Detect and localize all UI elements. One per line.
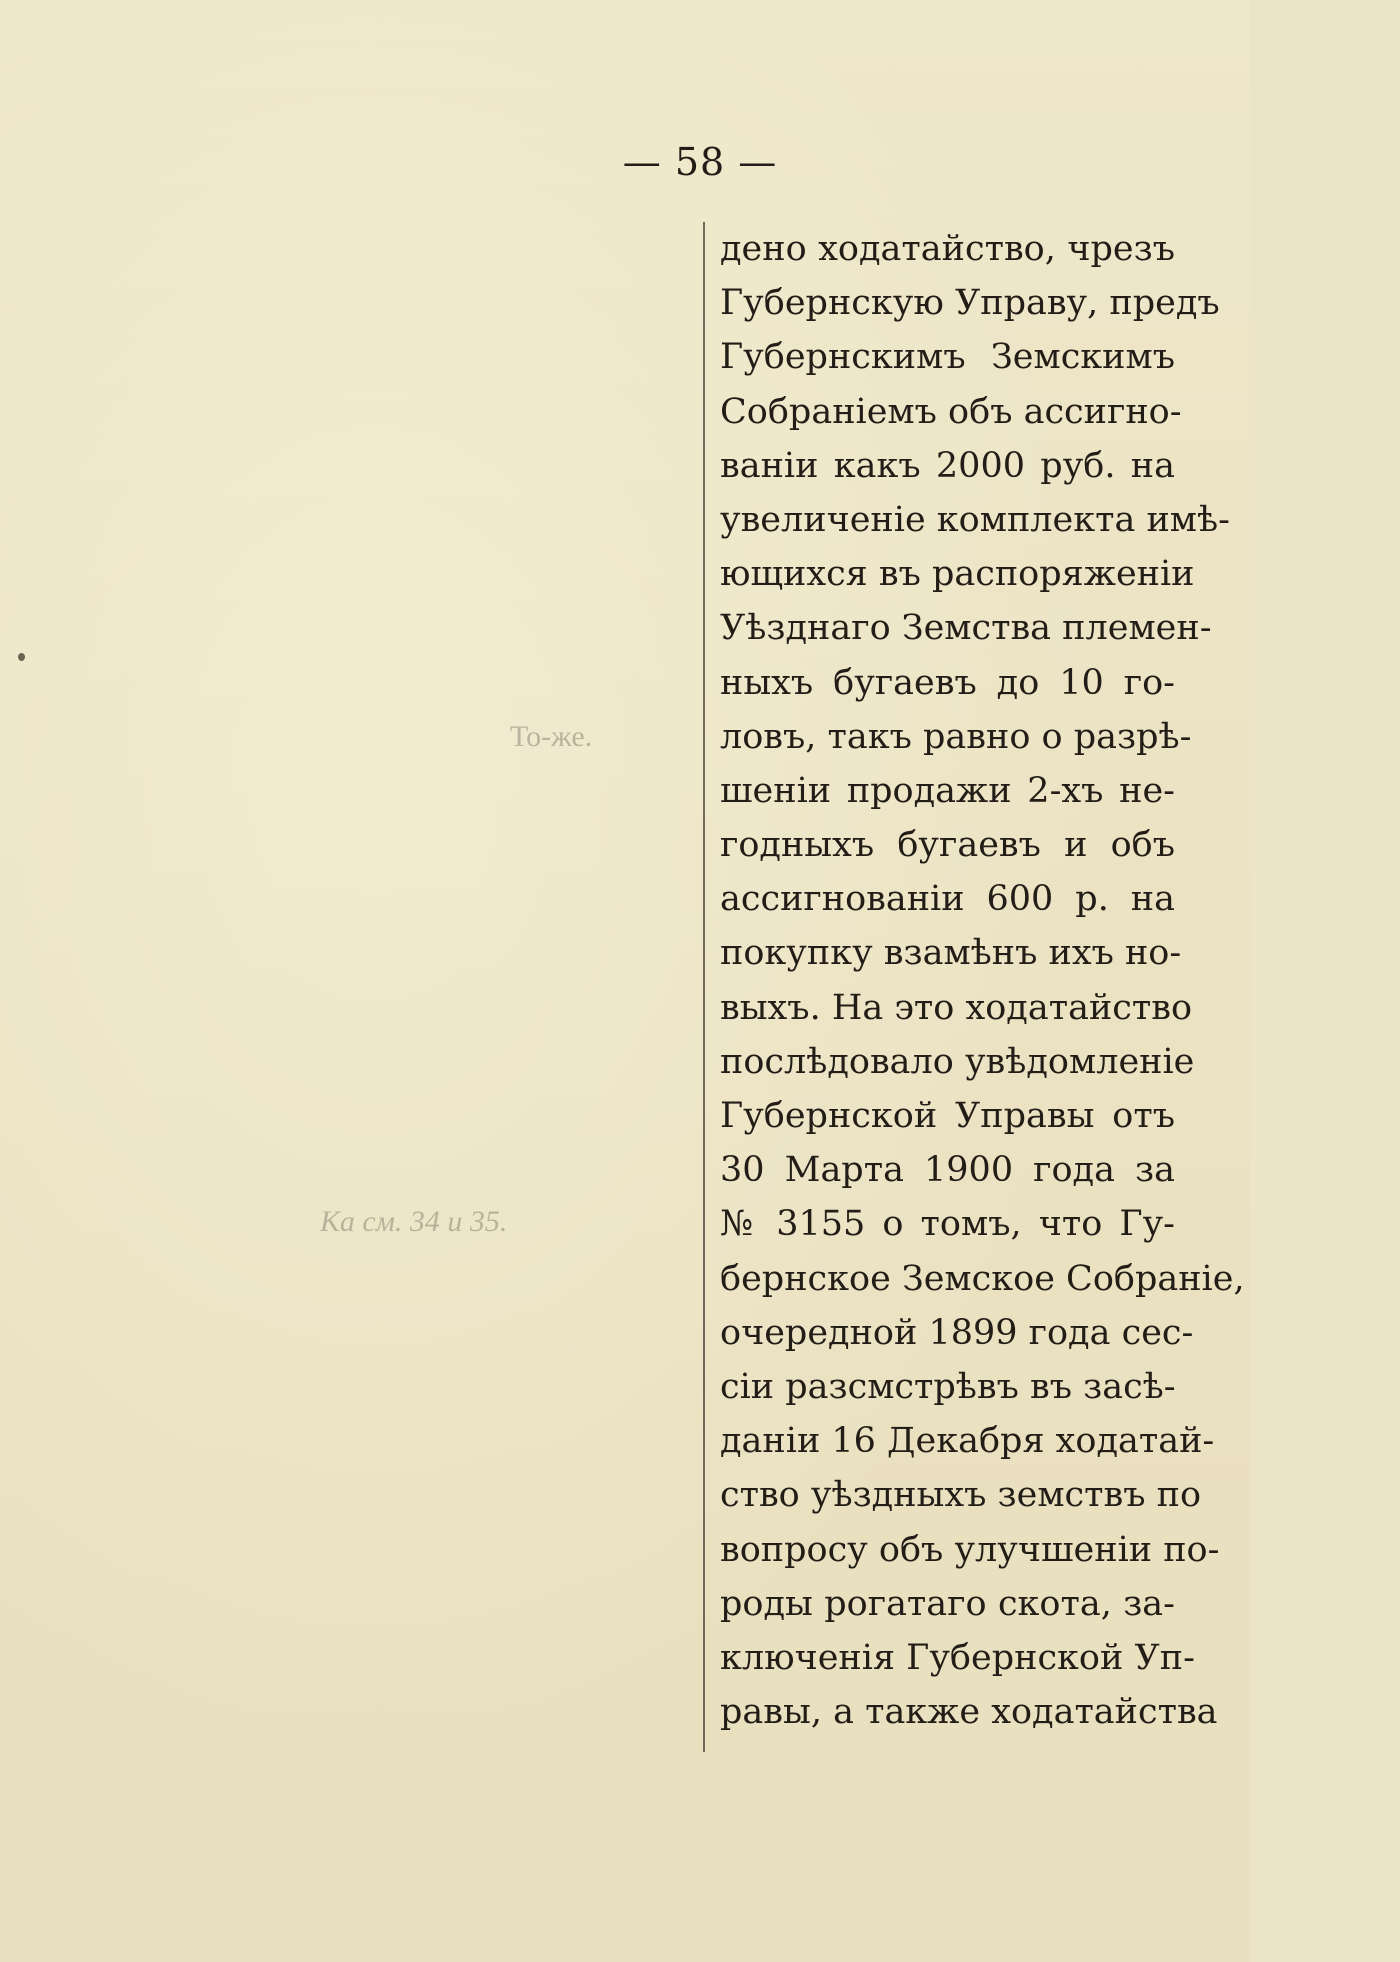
text-line: покупку взамѣнъ ихъ но- (720, 933, 1182, 974)
margin-note-see: Ка см. 34 и 35. (320, 1205, 508, 1238)
main-text-column (720, 222, 1245, 1739)
text-line: годныхъ бугаевъ и объ (720, 825, 1175, 866)
text-line: Губернской Управы отъ (720, 1096, 1175, 1136)
text-line: шеніи продажи 2-хъ не- (720, 770, 1175, 811)
text-line: выхъ. На это ходатайство (720, 987, 1193, 1028)
text-line: равы, а также ходатайства (720, 1692, 1218, 1733)
left-column-faded (200, 190, 670, 1750)
text-line: Губернскую Управу, предъ (720, 283, 1220, 324)
page-number: — 58 — (622, 140, 778, 184)
ink-speck (18, 653, 25, 661)
text-line: ваніи какъ 2000 руб. на (720, 445, 1175, 486)
text-line: ство уѣздныхъ земствъ по (720, 1475, 1202, 1516)
text-line: ющихся въ распоряженіи (720, 554, 1195, 595)
text-line: даніи 16 Декабря ходатай- (720, 1421, 1215, 1462)
column-divider (703, 222, 705, 1752)
text-line: дено ходатайство, чрезъ (720, 229, 1175, 269)
text-line: роды рогатаго скота, за- (720, 1583, 1175, 1624)
margin-note-same: То-же. (510, 720, 593, 753)
text-line: Губернскимъ Земскимъ (720, 337, 1175, 378)
text-line: 30 Марта 1900 года за (720, 1150, 1175, 1191)
text-line: ключенія Губернской Уп- (720, 1637, 1195, 1678)
text-line: № 3155 о томъ, что Гу- (720, 1204, 1175, 1245)
text-line: Уѣзднаго Земства племен- (720, 608, 1212, 649)
text-line: сіи разсмстрѣвъ въ засѣ- (720, 1366, 1176, 1407)
text-line: ассигнованіи 600 р. на (720, 879, 1175, 920)
text-line: увеличеніе комплекта имѣ- (720, 499, 1230, 540)
text-line: послѣдовало увѣдомленіе (720, 1041, 1195, 1082)
text-line: ловъ, такъ равно о разрѣ- (720, 716, 1192, 757)
text-line: очередной 1899 года сес- (720, 1312, 1194, 1353)
text-line: Собраніемъ объ ассигно- (720, 391, 1182, 432)
text-line: ныхъ бугаевъ до 10 го- (720, 662, 1175, 703)
text-line: бернское Земское Собраніе, (720, 1258, 1245, 1299)
text-line: вопросу объ улучшеніи по- (720, 1529, 1220, 1570)
